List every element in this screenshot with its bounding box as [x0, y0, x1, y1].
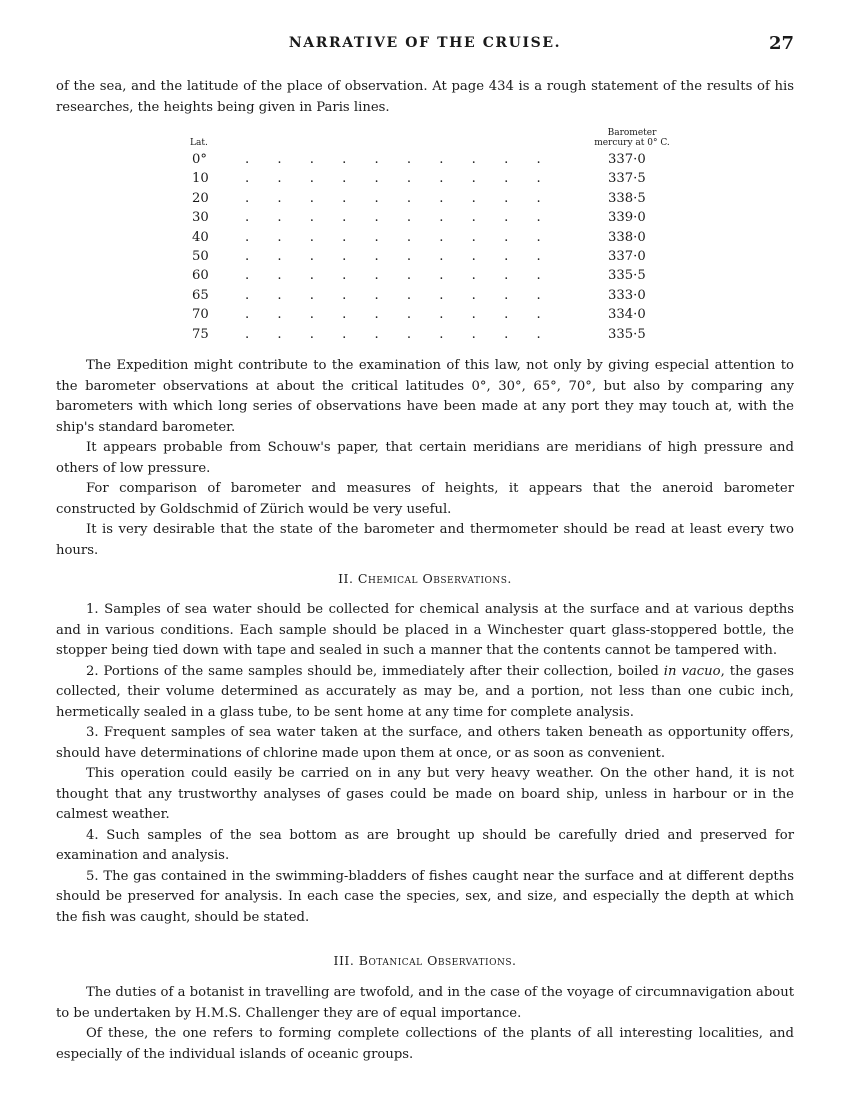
leader-dots: . . . . . . . . . . [245, 307, 541, 323]
latitude-cell: 0° [192, 152, 207, 167]
barometer-value-cell: 339·0 [608, 210, 646, 226]
paragraph-aneroid: For comparison of barometer and measures of heights, it appears that the aneroid barometer constructed by Goldschmid of Zürich would be very useful. [56, 481, 794, 517]
table-row [190, 169, 680, 188]
leader-dots: . . . . . . . . . . [245, 287, 541, 303]
barometer-header-line1: Barometer [607, 128, 657, 138]
latitude-cell: 75 [192, 326, 209, 342]
chemical-item-1: 1. Samples of sea water should be collected for chemical analysis at the surface and at various depths and in various conditions. Each sample should be placed in a Winchester quart glass-stoppered bottle, the stopper being tied down with tape and sealed in such a manner that the contents cannot be tampered with. [56, 602, 794, 658]
table-row [190, 266, 680, 285]
barometer-value-cell: 337·0 [608, 248, 646, 264]
chemical-paragraphs [56, 600, 794, 928]
leader-dots: . . . . . . . . . . [245, 171, 541, 187]
table-row [190, 189, 680, 208]
table-row [190, 228, 680, 247]
paragraph-group-a [56, 356, 794, 561]
chemical-item-5: 5. The gas contained in the swimming-bladders of fishes caught near the surface and at different depths should be preserved for analysis. In each case the species, sex, and size, and especially the depth at which the fish was caught, should be stated. [56, 868, 794, 925]
table-row [190, 286, 680, 305]
paragraph-expedition: The Expedition might contribute to the examination of this law, not only by giving especial attention to the barometer observations at about the critical latitudes 0°, 30°, 65°, 70°, but also by comparing any barometers with which long series of observations have been made at any port they may touch at, with the ship's standard barometer. [56, 358, 794, 435]
intro-text: of the sea, and the latitude of the place of observation. At page 434 is a rough statement of the results of his researches, the heights being given in Paris lines. [56, 79, 794, 115]
barometer-value-cell: 337·5 [608, 171, 646, 187]
barometer-column-header [587, 128, 677, 148]
table-row [190, 247, 680, 266]
in-vacuo: in vacuo [663, 663, 721, 679]
table-header [190, 128, 680, 150]
barometer-value-cell: 335·5 [608, 268, 646, 284]
latitude-cell: 20 [192, 190, 209, 206]
barometer-table [190, 128, 680, 344]
chemical-item-2-pre: 2. Portions of the same samples should be, immediately after their collection, boiled [86, 663, 664, 679]
running-head [56, 35, 794, 57]
leader-dots: . . . . . . . . . . [245, 268, 541, 284]
botanical-heading: III. Botanical Observations. [333, 953, 517, 968]
leader-dots: . . . . . . . . . . [245, 190, 541, 206]
paragraph-schouw: It appears probable from Schouw's paper, that certain meridians are meridians of high pressure and others of low pressure. [56, 440, 794, 476]
chemical-operation-note: This operation could easily be carried on in any but very heavy weather. On the other hand, it is not thought that any trustworthy analyses of gases could be made on board ship, unless in harbour or in the calmest weather. [56, 766, 794, 822]
barometer-value-cell: 337·0 [608, 152, 646, 167]
table-row [190, 305, 680, 324]
chemical-item-2 [56, 662, 794, 724]
barometer-value-cell: 334·0 [608, 307, 646, 323]
latitude-cell: 10 [192, 171, 209, 187]
table-rows [190, 150, 680, 344]
barometer-value-cell: 338·0 [608, 229, 646, 245]
latitude-cell: 65 [192, 287, 209, 303]
intro-paragraph [56, 77, 794, 118]
chemical-item-3: 3. Frequent samples of sea water taken at the surface, and others taken beneath as opportunity offers, should have determinations of chlorine made upon them at once, or as soon as convenient. [56, 725, 794, 761]
leader-dots: . . . . . . . . . . [245, 210, 541, 226]
table-row [190, 325, 680, 344]
barometer-value-cell: 333·0 [608, 287, 646, 303]
barometer-header-line2: mercury at 0° C. [594, 138, 670, 148]
paragraph-readings: It is very desirable that the state of the barometer and thermometer should be read at least every two hours. [56, 522, 794, 558]
latitude-cell: 30 [192, 210, 209, 226]
chemical-item-2-post: , the gases collected, their volume determined as accurately as may be, and a portion, not less than one cubic inch, hermetically sealed in a glass tube, to be sent home at any time for complete analysis. [56, 663, 794, 720]
leader-dots: . . . . . . . . . . [245, 248, 541, 264]
latitude-cell: 40 [192, 229, 209, 245]
barometer-value-cell: 338·5 [608, 190, 646, 206]
lat-column-header: Lat. [190, 138, 208, 148]
latitude-cell: 60 [192, 268, 209, 284]
leader-dots: . . . . . . . . . . [245, 229, 541, 245]
table-row [190, 208, 680, 227]
running-title: NARRATIVE OF THE CRUISE. [288, 35, 562, 51]
latitude-cell: 50 [192, 248, 209, 264]
leader-dots: . . . . . . . . . . [245, 152, 541, 167]
chemical-item-4: 4. Such samples of the sea bottom as are brought up should be carefully dried and preserved for examination and analysis. [56, 827, 794, 863]
page-number: 27 [768, 33, 794, 54]
table-row [190, 150, 680, 169]
botanical-collections: Of these, the one refers to forming complete collections of the plants of all interesting localities, and especially of the individual islands of oceanic groups. [56, 1026, 794, 1062]
leader-dots: . . . . . . . . . . [245, 326, 541, 342]
botanical-paragraphs [56, 983, 794, 1065]
botanical-duties: The duties of a botanist in travelling are twofold, and in the case of the voyage of circumnavigation about to be undertaken by H.M.S. Challenger they are of equal importance. [56, 985, 794, 1021]
latitude-cell: 70 [192, 307, 209, 323]
chemical-heading: II. Chemical Observations. [338, 571, 512, 586]
barometer-value-cell: 335·5 [608, 326, 646, 342]
